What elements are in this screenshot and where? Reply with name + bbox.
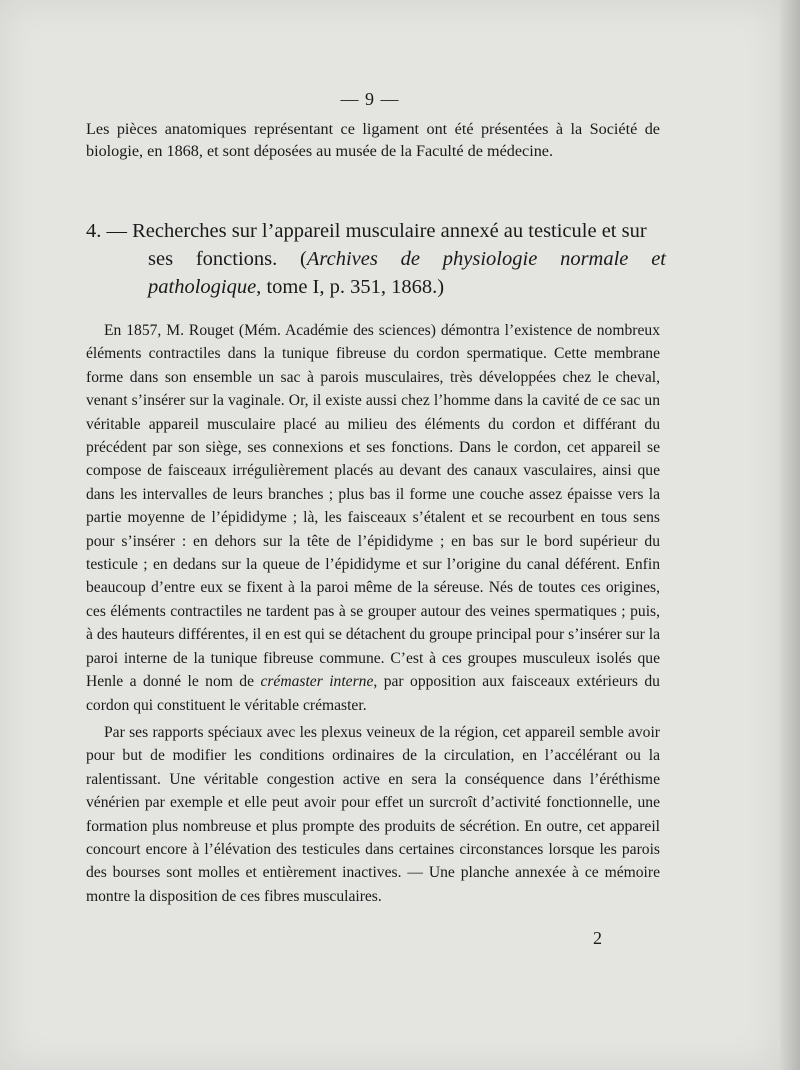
- journal-reference: tome I, p. 351, 1868.): [261, 276, 445, 298]
- italic-term: crémaster interne: [260, 673, 374, 691]
- section-dash: —: [106, 220, 127, 242]
- page-number: — 9 —: [340, 89, 400, 109]
- section-title-line2: ses fonctions. (: [148, 248, 307, 270]
- paragraph-2: Par ses rapports spéciaux avec les plexus veineux de la région, cet appareil semble avoir pour but de modifier les conditions ordinaires de la circulation, en l’accélérant ou la ralentissant. Une véritable congestion active en sera la conséquence dans l’éréthisme vénérien par exemple et elle peut avoir pour effet un surcroît d’activité fonctionnelle, une formation plus nombreuse et plus prompte des produits de sécrétion. En outre, cet appareil concourt encore à l’élévation des testicules dans certaines circonstances lorsque les parois des bourses sont molles et entièrement inactives. — Une planche annexée à ce mémoire montre la disposition de ces fibres musculaires.: [86, 723, 660, 905]
- body-text: [86, 319, 660, 908]
- section-title-line1: Recherches sur l’appareil musculaire annexé au testicule et sur: [132, 220, 647, 242]
- page-edge: [780, 0, 800, 1070]
- section-heading-line1: [86, 217, 647, 245]
- paragraph-1: [86, 319, 660, 717]
- section-heading: [86, 217, 666, 301]
- signature-folio: 2: [593, 928, 602, 948]
- paragraph-1-end: , par opposition aux faisceaux extérieurs du cordon qui constituent le véritable crémaster.: [86, 673, 660, 714]
- paragraph-1-text: En 1857, M. Rouget (Mém. Académie des sciences) démontra l’existence de nombreux éléments contractiles dans la tunique fibreuse du cordon spermatique. Cette membrane forme dans son ensemble un sac à parois musculaires, très développées chez le cheval, venant s’insérer sur la vaginale. Or, il existe aussi chez l’homme dans la cavité de ce sac un véritable appareil musculaire placé au milieu des éléments du cordon et différant du précédent par son siège, ses connexions et ses fonctions. Dans le cordon, cet appareil se compose de faisceaux irrégulièrement placés au devant des canaux vasculaires, ainsi que dans les intervalles de leurs branches ; plus bas il forme une couche assez épaisse vers la partie moyenne de l’épididyme ; là, les faisceaux s’étalent et se recourbent en tous sens pour s’insérer : en dehors sur la tête de l’épididyme ; en bas sur le bord supérieur du testicule ; en dedans sur la queue de l’épididyme et sur l’origine du canal déférent. Enfin beaucoup d’entre eux se fixent à la paroi même de la séreuse. Nés de toutes ces origines, ces éléments contractiles ne tardent pas à se grouper autour des veines spermatiques ; puis, à des hauteurs différentes, il en est qui se détachent du groupe principal pour s’insérer sur la paroi interne de la tunique fibreuse commune. C’est à ces groupes musculeux isolés que Henle a donné le nom de: [86, 322, 660, 691]
- intro-paragraph: Les pièces anatomiques représentant ce ligament ont été présentées à la Société de biologie, en 1868, et sont déposées au musée de la Faculté de médecine.: [86, 120, 660, 160]
- journal-title: Archives de physiologie normale et pathologique,: [148, 248, 666, 298]
- section-number: 4.: [86, 220, 102, 242]
